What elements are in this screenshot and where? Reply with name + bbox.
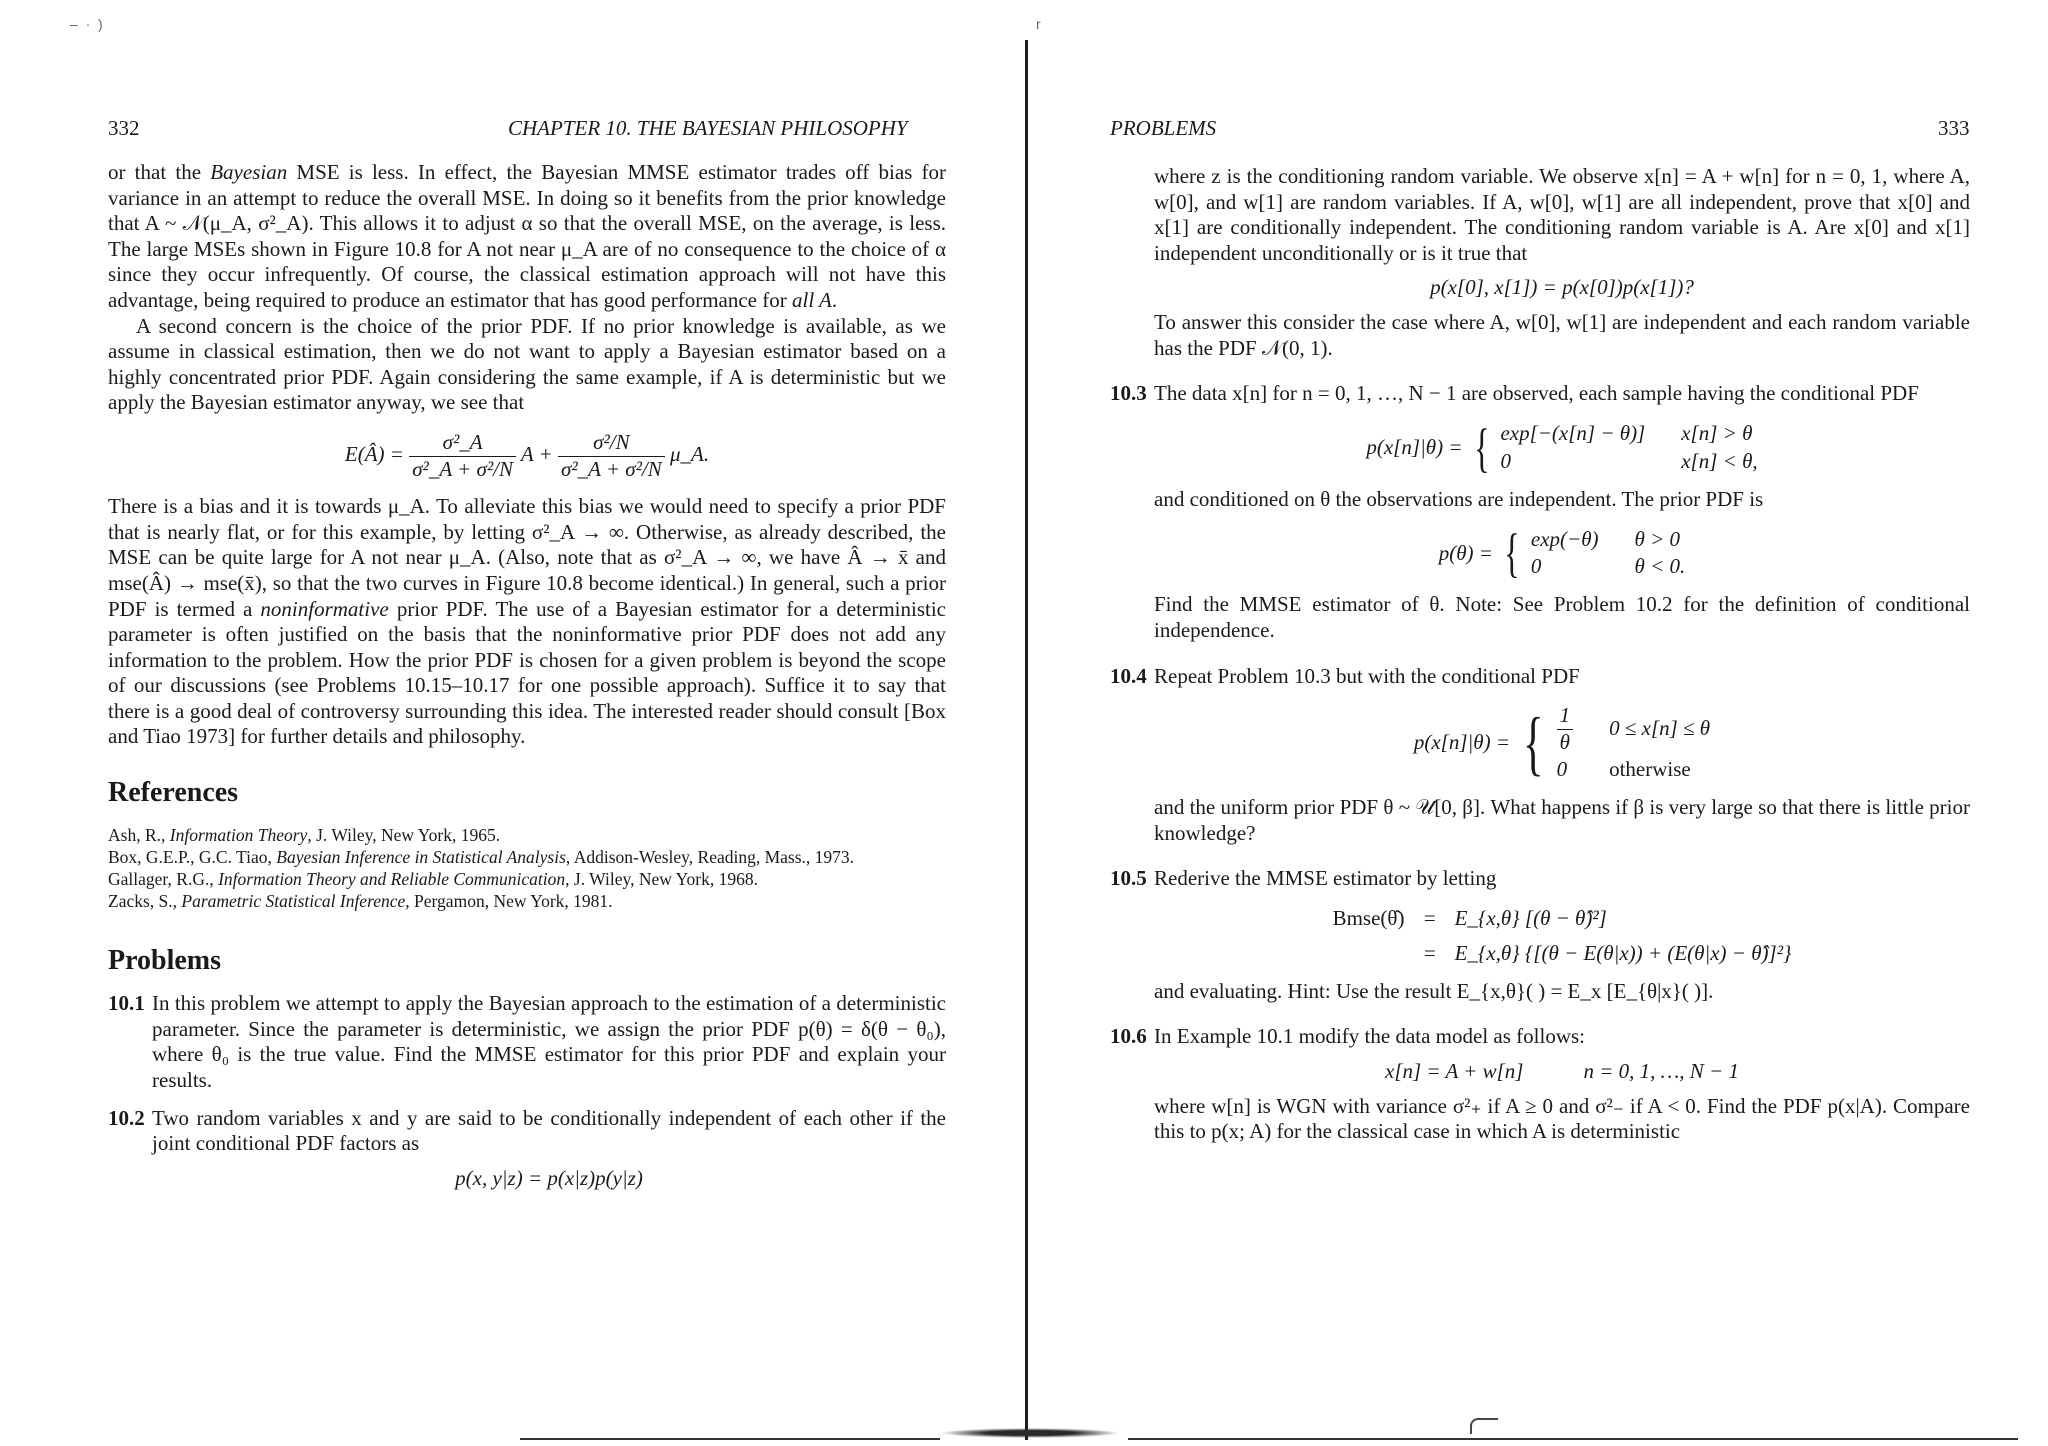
equation-uncond-indep: p(x[0], x[1]) = p(x[0])p(x[1])? bbox=[1430, 275, 1694, 300]
problem-text: The data x[n] for n = 0, 1, …, N − 1 are observed, each sample having the conditional PDF bbox=[1154, 381, 1919, 406]
problem-text: where w[n] is WGN with variance σ²₊ if A ≥ 0 and σ²₋ if A < 0. Find the PDF p(x|A). Compare this to p(x; A) for the classical case in which A is deterministic bbox=[1154, 1093, 1970, 1144]
problem-text: and the uniform prior PDF θ ~ 𝒰[0, β]. What happens if β is very large so that there is little prior knowledge? bbox=[1154, 794, 1970, 845]
paragraph: or that the Bayesian MSE is less. In effect, the Bayesian MMSE estimator trades off bias for variance in an attempt to reduce the overall MSE. In doing so it benefits from the prior knowledge that A ~ 𝒩(μ_A, σ²_A). This allows it to adjust α so that the overall MSE, on the average, is less. The large MSEs shown in Figure 10.8 for A not near μ_A are of no consequence to the choice of α since they occur infrequently. Of course, the classical estimation approach will not have this advantage, being required to produce an estimator that has good performance for all A. bbox=[108, 160, 946, 312]
problem-text: and evaluating. Hint: Use the result E_{x,θ}( ) = E_x [E_{θ|x}( )]. bbox=[1154, 978, 1714, 1003]
reference-item: Zacks, S., Parametric Statistical Inference, Pergamon, New York, 1981. bbox=[108, 890, 613, 911]
references-heading: References bbox=[108, 777, 239, 809]
problem-text: Rederive the MMSE estimator by letting bbox=[1154, 866, 1497, 891]
problem-10-2-continued bbox=[1110, 164, 1970, 361]
problem-number: 10.3 bbox=[1110, 381, 1147, 406]
problem-number: 10.4 bbox=[1110, 663, 1147, 688]
problem-number: 10.1 bbox=[108, 991, 145, 1016]
running-header-left: CHAPTER 10. THE BAYESIAN PHILOSOPHY bbox=[508, 116, 908, 140]
problem-10-6 bbox=[1110, 1024, 1970, 1144]
scan-mark: – · ) bbox=[70, 16, 103, 32]
problem-number: 10.5 bbox=[1110, 866, 1147, 891]
equation-uniform-pdf: p(x[n]|θ) = { $\frac{1}{\theta}$ 0 ≤ x[n] ≤ θ 0 otherwise bbox=[1413, 703, 1711, 784]
paragraph: A second concern is the choice of the prior PDF. If no prior knowledge is available, as we assume in classical estimation, then we do not want to apply a Bayesian estimator based on a highly concentrated prior PDF. Again considering the same example, if A is deterministic but we apply the Bayesian estimator anyway, we see that bbox=[108, 313, 946, 415]
problem-text: To answer this consider the case where A, w[0], w[1] are independent and each random variable has the PDF 𝒩(0, 1). bbox=[1154, 309, 1970, 360]
problem-text: and conditioned on θ the observations are independent. The prior PDF is bbox=[1154, 486, 1764, 511]
equation-cond-pdf: p(x[n]|θ) = { exp[−(x[n] − θ)] x[n] > θ 0 x[n] < θ, bbox=[1366, 417, 1758, 478]
reference-item: Box, G.E.P., G.C. Tiao, Bayesian Inference in Statistical Analysis, Addison-Wesley, Reading, Mass., 1973. bbox=[108, 846, 855, 867]
left-column bbox=[108, 160, 946, 1200]
problem-number: 10.2 bbox=[108, 1105, 145, 1130]
problem-number: 10.6 bbox=[1110, 1024, 1147, 1049]
problem-10-5 bbox=[1110, 866, 1970, 1004]
reference-list bbox=[108, 824, 946, 912]
running-header-right: PROBLEMS bbox=[1110, 116, 1217, 140]
reference-item: Gallager, R.G., Information Theory and Reliable Communication, J. Wiley, New York, 1968. bbox=[108, 868, 758, 889]
problem-text: Two random variables x and y are said to be conditionally independent of each other if the joint conditional PDF factors as bbox=[152, 1105, 946, 1156]
problem-10-2 bbox=[108, 1106, 946, 1192]
reference-item: Ash, R., Information Theory, J. Wiley, New York, 1965. bbox=[108, 824, 501, 845]
problem-10-3 bbox=[1110, 381, 1970, 643]
right-column bbox=[1110, 164, 1970, 1145]
equation-prior-pdf: p(θ) = { exp(−θ) θ > 0 0 θ < 0. bbox=[1438, 523, 1686, 584]
problem-10-4 bbox=[1110, 664, 1970, 847]
equation-cond-indep: p(x, y|z) = p(x|z)p(y|z) bbox=[455, 1165, 643, 1190]
paragraph: There is a bias and it is towards μ_A. To alleviate this bias we would need to specify a prior PDF that is nearly flat, or for this example, by letting σ²_A → ∞. Otherwise, as already described, the MSE can be quite large for A not near μ_A. (Also, note that as σ²_A → ∞, we have Â → x̄ and mse(Â) → mse(x̄), so that the two curves in Figure 10.8 become identical.) In general, such a prior PDF is termed a noninformative prior PDF. The use of a Bayesian estimator for a deterministic parameter is often justified on the basis that the noninformative prior PDF does not add any information to the problem. How the prior PDF is chosen for a given problem is beyond the scope of our discussions (see Problems 10.15–10.17 for one possible approach). Suffice it to say that there is a good deal of controversy surrounding this idea. The interested reader should consult [Box and Tiao 1973] for further details and philosophy. bbox=[108, 494, 947, 749]
equation-bmse: Bmse(θ̂) = E_{x,θ} [(θ − θ̂)²] = E_{x,θ} {[(θ − E(θ|x)) + (E(θ|x) − θ̂)]²} bbox=[1332, 905, 1792, 966]
scan-mark: r bbox=[1036, 16, 1041, 32]
page-number-left: 332 bbox=[108, 116, 140, 140]
problem-text: Find the MMSE estimator of θ. Note: See Problem 10.2 for the definition of conditional independence. bbox=[1154, 592, 1970, 642]
problem-text: In this problem we attempt to apply the Bayesian approach to the estimation of a deterministic parameter. Since the parameter is deterministic, we assign the prior PDF p(θ) = δ(θ − θ₀), where θ₀ is the true value. Find the MMSE estimator for this prior PDF and explain your results. bbox=[152, 991, 946, 1093]
problem-text: where z is the conditioning random variable. We observe x[n] = A + w[n] for n = 0, 1, where A, w[0], and w[1] are random variables. If A, w[0], w[1] are all independent, prove that x[0] and x[1] are conditionally independent. The conditioning random variable is A. Are x[0] and x[1] independent unconditionally or is it true that bbox=[1154, 164, 1970, 265]
equation-data-model: x[n] = A + w[n] n = 0, 1, …, N − 1 bbox=[1385, 1059, 1739, 1084]
problems-heading: Problems bbox=[108, 944, 222, 976]
problem-text: In Example 10.1 modify the data model as follows: bbox=[1154, 1024, 1585, 1049]
equation-bias: E(Â) = $\frac{\text{σ²\_A}}{\text{σ²\_A + σ²/N}}$ A + $\frac{\text{σ²/N}}{\text{σ²\_A + σ²/N}}$ μ_A. bbox=[344, 429, 710, 481]
right-page bbox=[1028, 0, 2048, 1446]
page-number-right: 333 bbox=[1938, 116, 1970, 140]
problem-10-1 bbox=[108, 991, 946, 1093]
problem-text: Repeat Problem 10.3 but with the conditional PDF bbox=[1154, 663, 1580, 688]
